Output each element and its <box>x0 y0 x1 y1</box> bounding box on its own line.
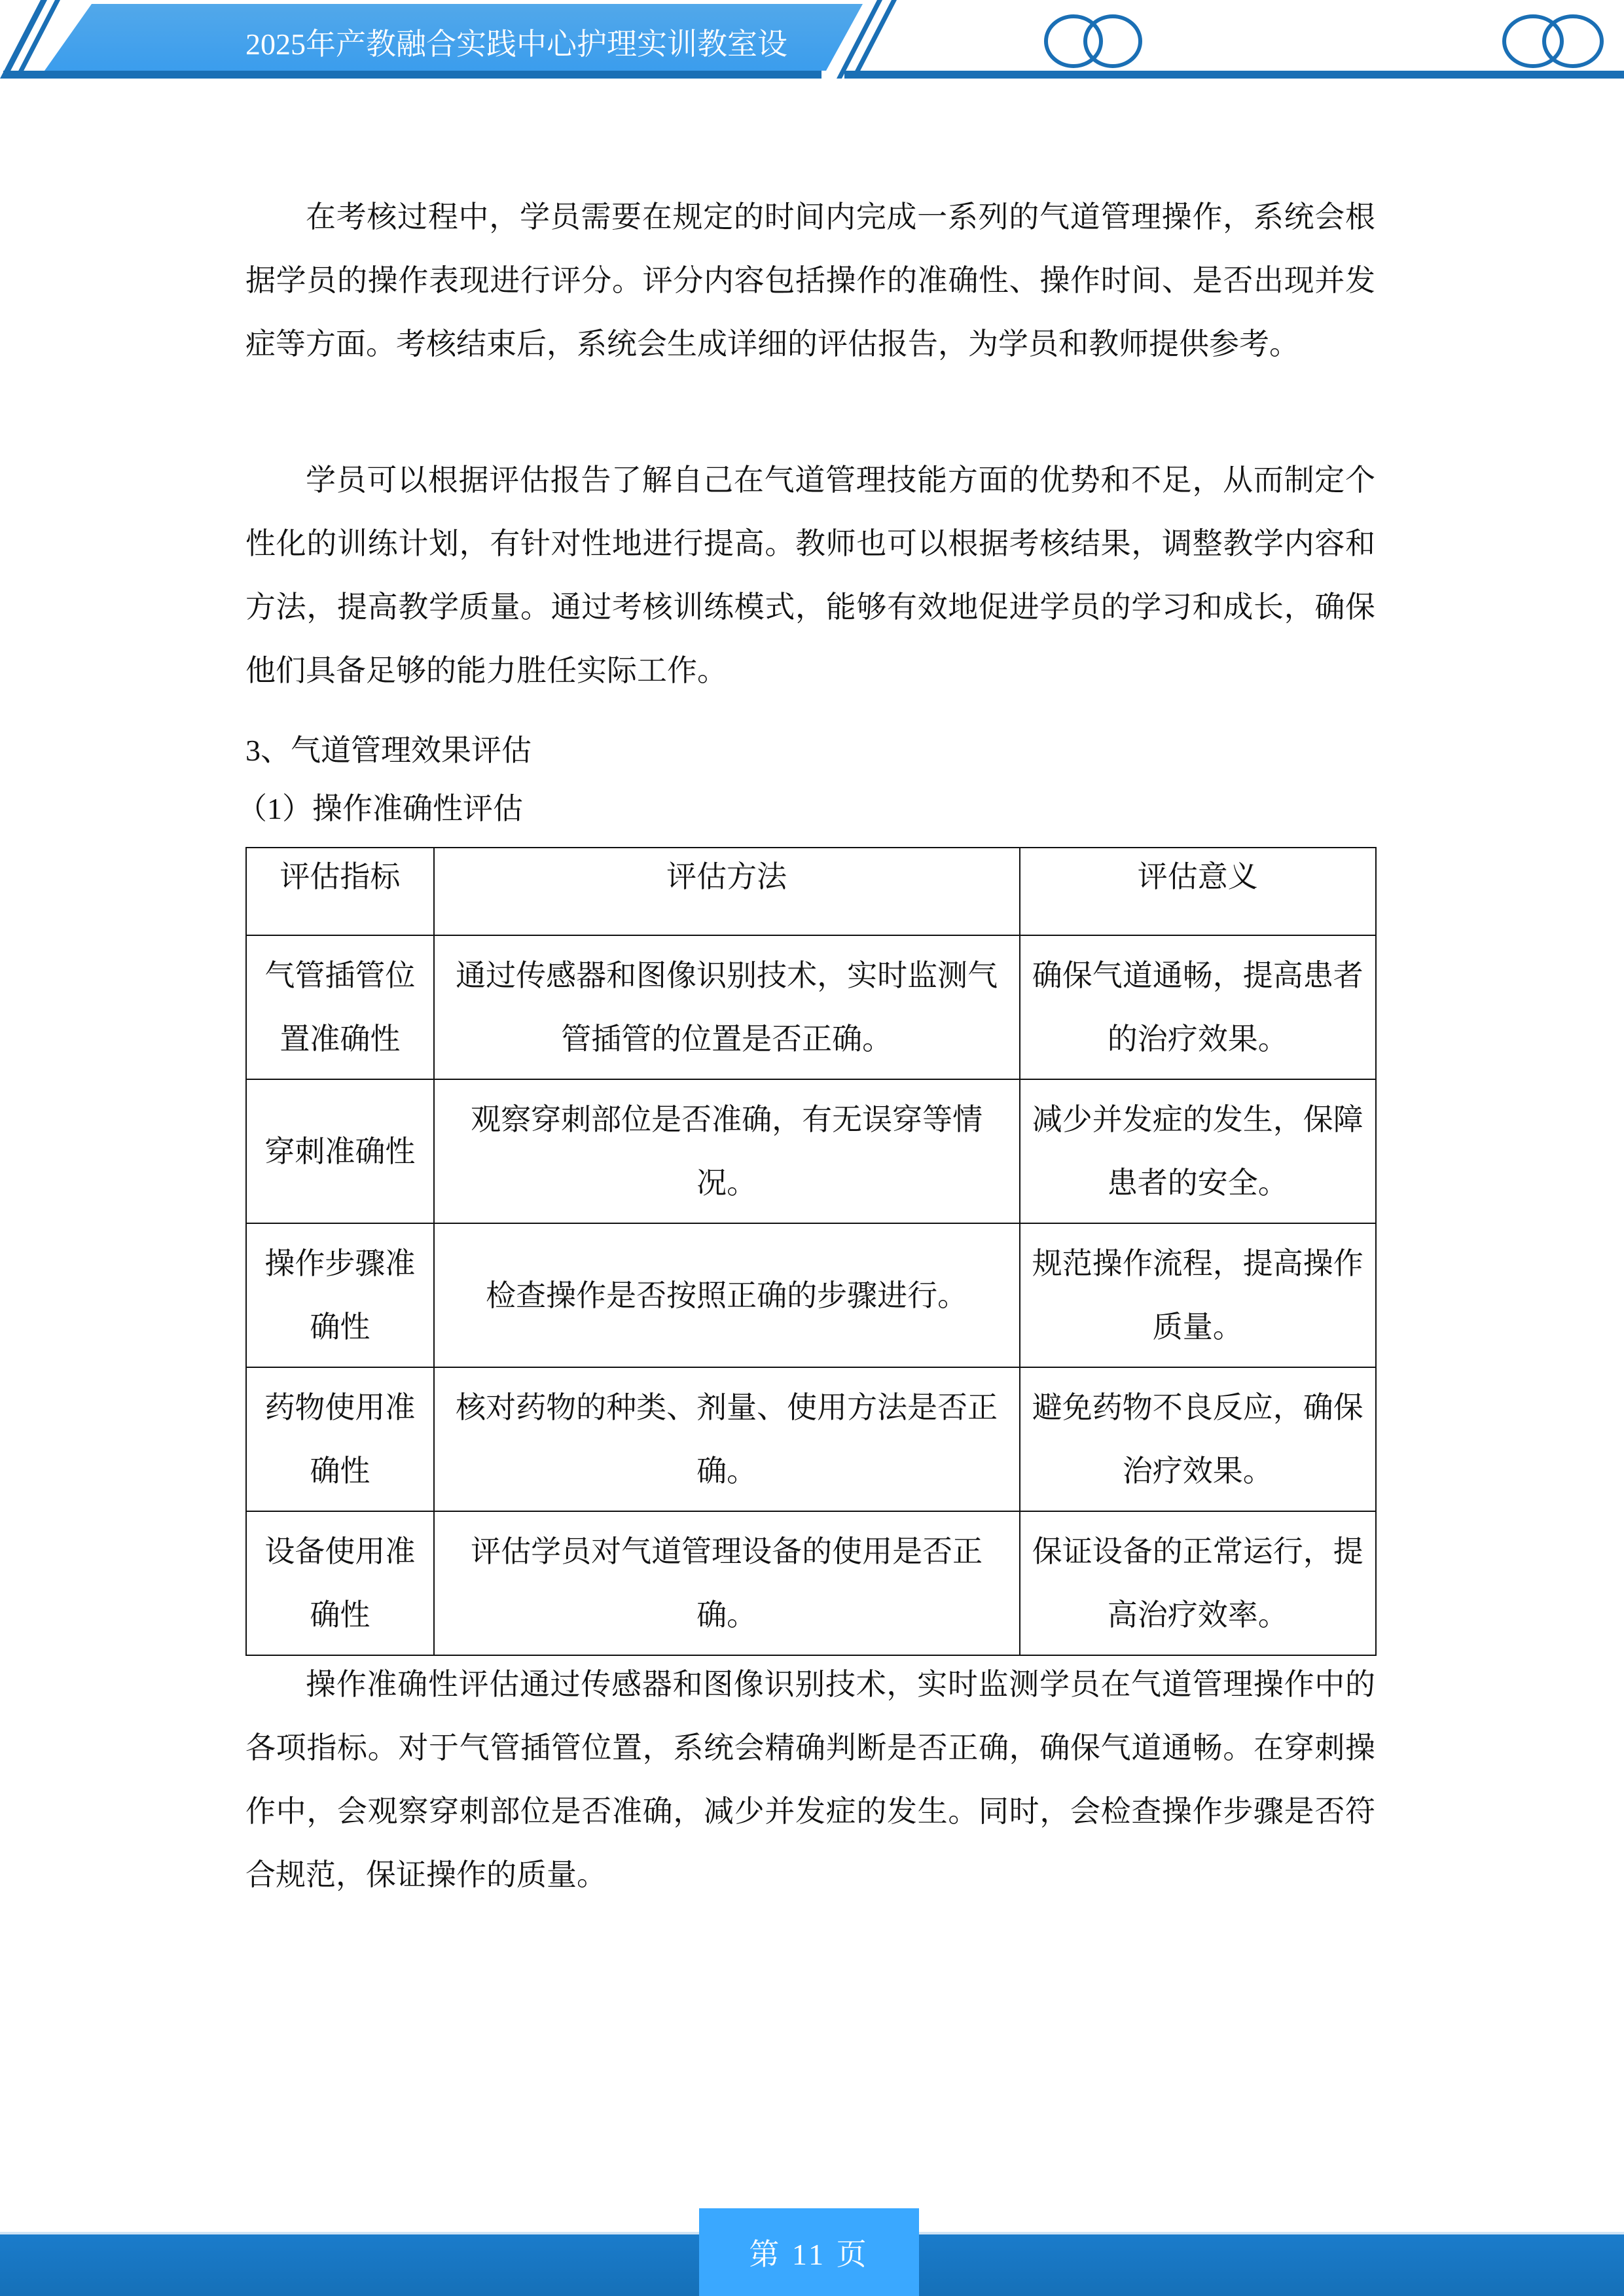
table-cell: 核对药物的种类、剂量、使用方法是否正确。 <box>434 1367 1020 1511</box>
table-cell: 穿刺准确性 <box>246 1079 434 1223</box>
table-row <box>246 1223 1376 1367</box>
table-row <box>246 1367 1376 1511</box>
subsection-heading: （1）操作准确性评估 <box>237 792 523 825</box>
table-header-row <box>246 848 1376 935</box>
table-cell: 评估学员对气道管理设备的使用是否正确。 <box>434 1511 1020 1655</box>
header-left-underline <box>3 71 821 79</box>
column-header: 评估意义 <box>1020 848 1376 935</box>
table-cell: 避免药物不良反应，确保治疗效果。 <box>1020 1367 1376 1511</box>
table-cell: 通过传感器和图像识别技术，实时监测气管插管的位置是否正确。 <box>434 935 1020 1079</box>
table-cell: 观察穿刺部位是否准确，有无误穿等情况。 <box>434 1079 1020 1223</box>
document-title: 2025年产教融合实践中心护理实训教室设 <box>245 27 787 61</box>
accuracy-evaluation-table <box>245 847 1377 1656</box>
header-right-underline <box>844 71 1624 79</box>
table-row <box>246 1079 1376 1223</box>
table-cell: 减少并发症的发生，保障患者的安全。 <box>1020 1079 1376 1223</box>
table-cell: 设备使用准确性 <box>246 1511 434 1655</box>
column-header: 评估方法 <box>434 848 1020 935</box>
page-header <box>0 0 1624 92</box>
table-cell: 操作步骤准确性 <box>246 1223 434 1367</box>
table-cell: 保证设备的正常运行，提高治疗效率。 <box>1020 1511 1376 1655</box>
table-cell: 药物使用准确性 <box>246 1367 434 1511</box>
paragraph-accuracy-summary: 操作准确性评估通过传感器和图像识别技术，实时监测学员在气道管理操作中的各项指标。对于气管插管位置，系统会精确判断是否正确，确保气道通畅。在穿刺操作中，会观察穿刺部位是否准确，减少并发症的发生。同时，会检查操作步骤是否符合规范，保证操作的质量。 <box>245 1668 1375 1892</box>
table-row <box>246 1511 1376 1655</box>
section-heading: 3、气道管理效果评估 <box>245 734 532 767</box>
page-number-box <box>699 2208 919 2296</box>
column-header: 评估指标 <box>246 848 434 935</box>
header-banner <box>0 0 1624 92</box>
rings-logo-icon <box>1046 16 1140 66</box>
table-cell: 确保气道通畅，提高患者的治疗效果。 <box>1020 935 1376 1079</box>
paragraph-assessment-process: 在考核过程中，学员需要在规定的时间内完成一系列的气道管理操作，系统会根据学员的操作表现进行评分。评分内容包括操作的准确性、操作时间、是否出现并发症等方面。考核结束后，系统会生成详细的评估报告，为学员和教师提供参考。 <box>245 200 1375 361</box>
rings-logo-icon <box>1504 16 1602 66</box>
table-row <box>246 935 1376 1079</box>
table-cell: 气管插管位置准确性 <box>246 935 434 1079</box>
table-cell: 规范操作流程，提高操作质量。 <box>1020 1223 1376 1367</box>
page-number: 第 11 页 <box>749 2238 869 2271</box>
table-cell: 检查操作是否按照正确的步骤进行。 <box>434 1223 1020 1367</box>
paragraph-personalized-training: 学员可以根据评估报告了解自己在气道管理技能方面的优势和不足，从而制定个性化的训练计划，有针对性地进行提高。教师也可以根据考核结果，调整教学内容和方法，提高教学质量。通过考核训练模式，能够有效地促进学员的学习和成长，确保他们具备足够的能力胜任实际工作。 <box>245 463 1375 687</box>
